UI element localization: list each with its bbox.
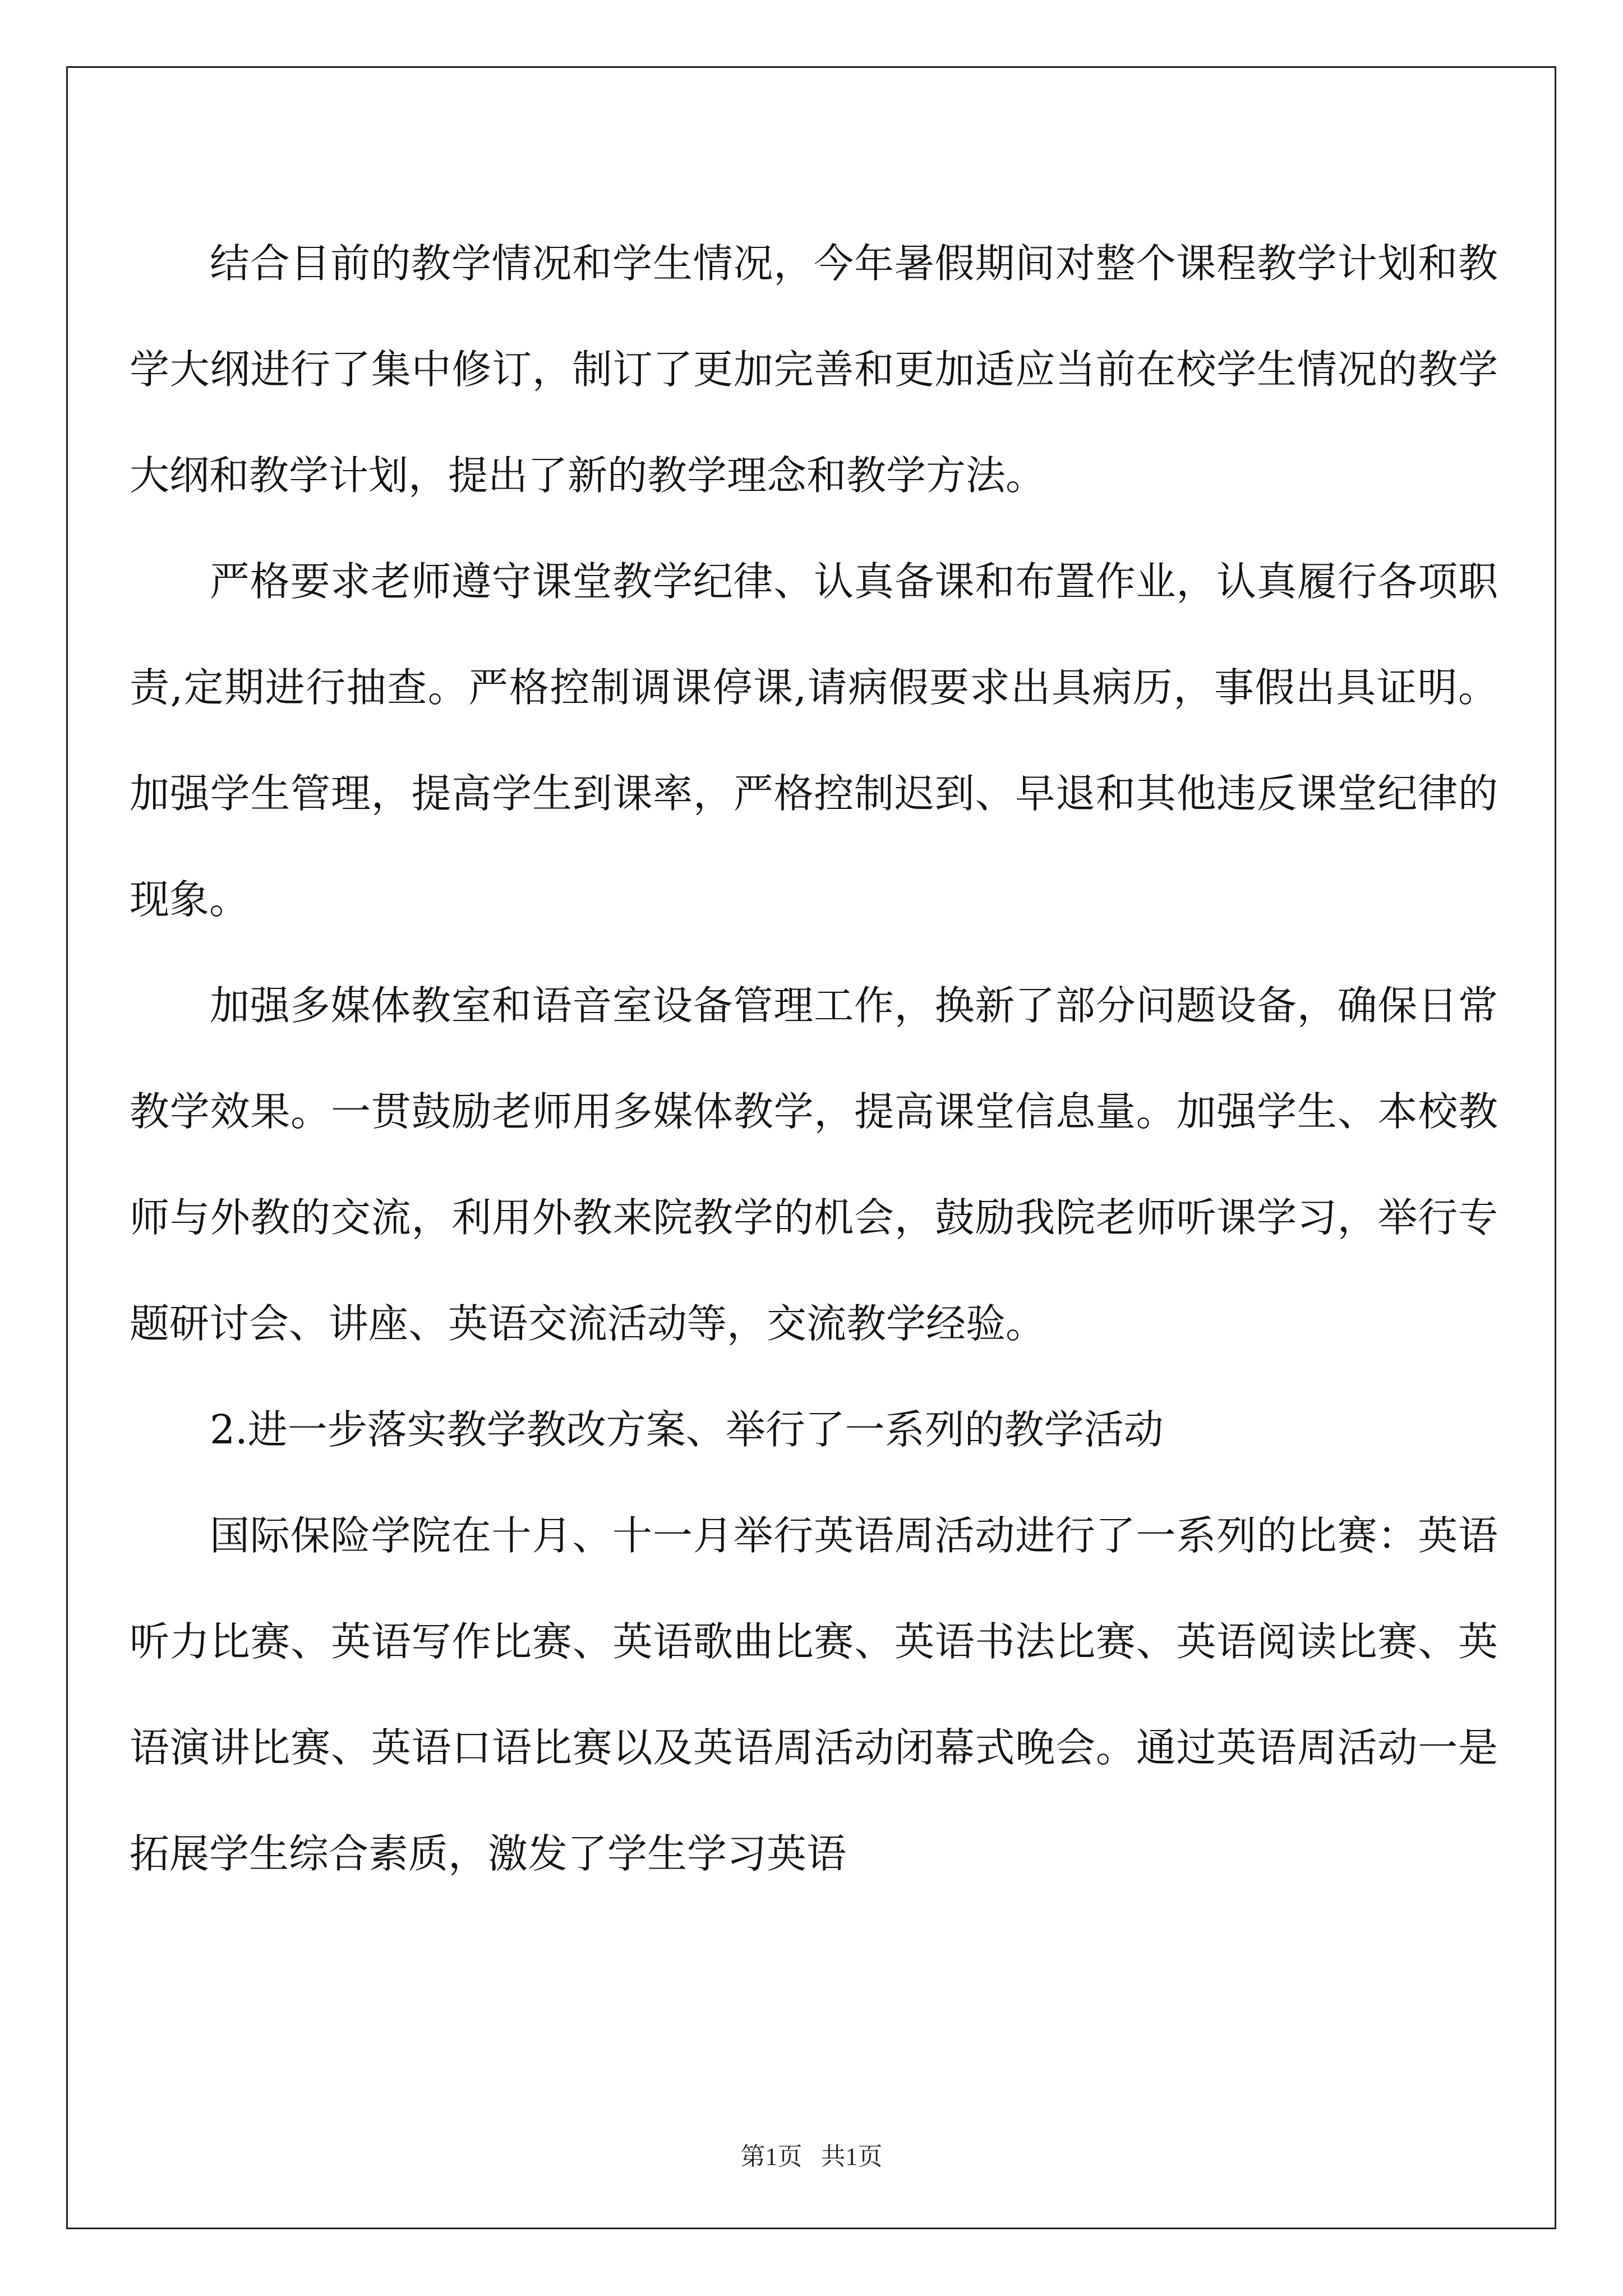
paragraph-multimedia-management: 加强多媒体教室和语音室设备管理工作，换新了部分问题设备，确保日常教学效果。一贯鼓励老师用多媒体教学，提高课堂信息量。加强学生、本校教师与外教的交流，利用外教来院教学的机会，鼓励我院老师听课学习，举行专题研讨会、讲座、英语交流活动等，交流教学经验。 [130,982,1498,1347]
paragraph-syllabus-revision: 结合目前的教学情况和学生情况，今年暑假期间对整个课程教学计划和教学大纲进行了集中修订，制订了更加完善和更加适应当前在校学生情况的教学大纲和教学计划，提出了新的教学理念和教学方法。 [130,240,1498,499]
document-body [130,210,1498,1907]
page-number-footer: 第1页 共1页 [740,2143,883,2170]
paragraph-classroom-discipline: 严格要求老师遵守课堂教学纪律、认真备课和布置作业，认真履行各项职责,定期进行抽查。严格控制调课停课,请病假要求出具病历，事假出具证明。加强学生管理，提高学生到课率，严格控制迟到、早退和其他违反课堂纪律的现象。 [130,558,1498,923]
section-heading-teaching-reform: 2.进一步落实教学教改方案、举行了一系列的教学活动 [210,1406,1164,1453]
paragraph-english-week: 国际保险学院在十月、十一月举行英语周活动进行了一系列的比赛：英语听力比赛、英语写作比赛、英语歌曲比赛、英语书法比赛、英语阅读比赛、英语演讲比赛、英语口语比赛以及英语周活动闭幕式晚会。通过英语周活动一是拓展学生综合素质，激发了学生学习英语 [130,1512,1498,1877]
